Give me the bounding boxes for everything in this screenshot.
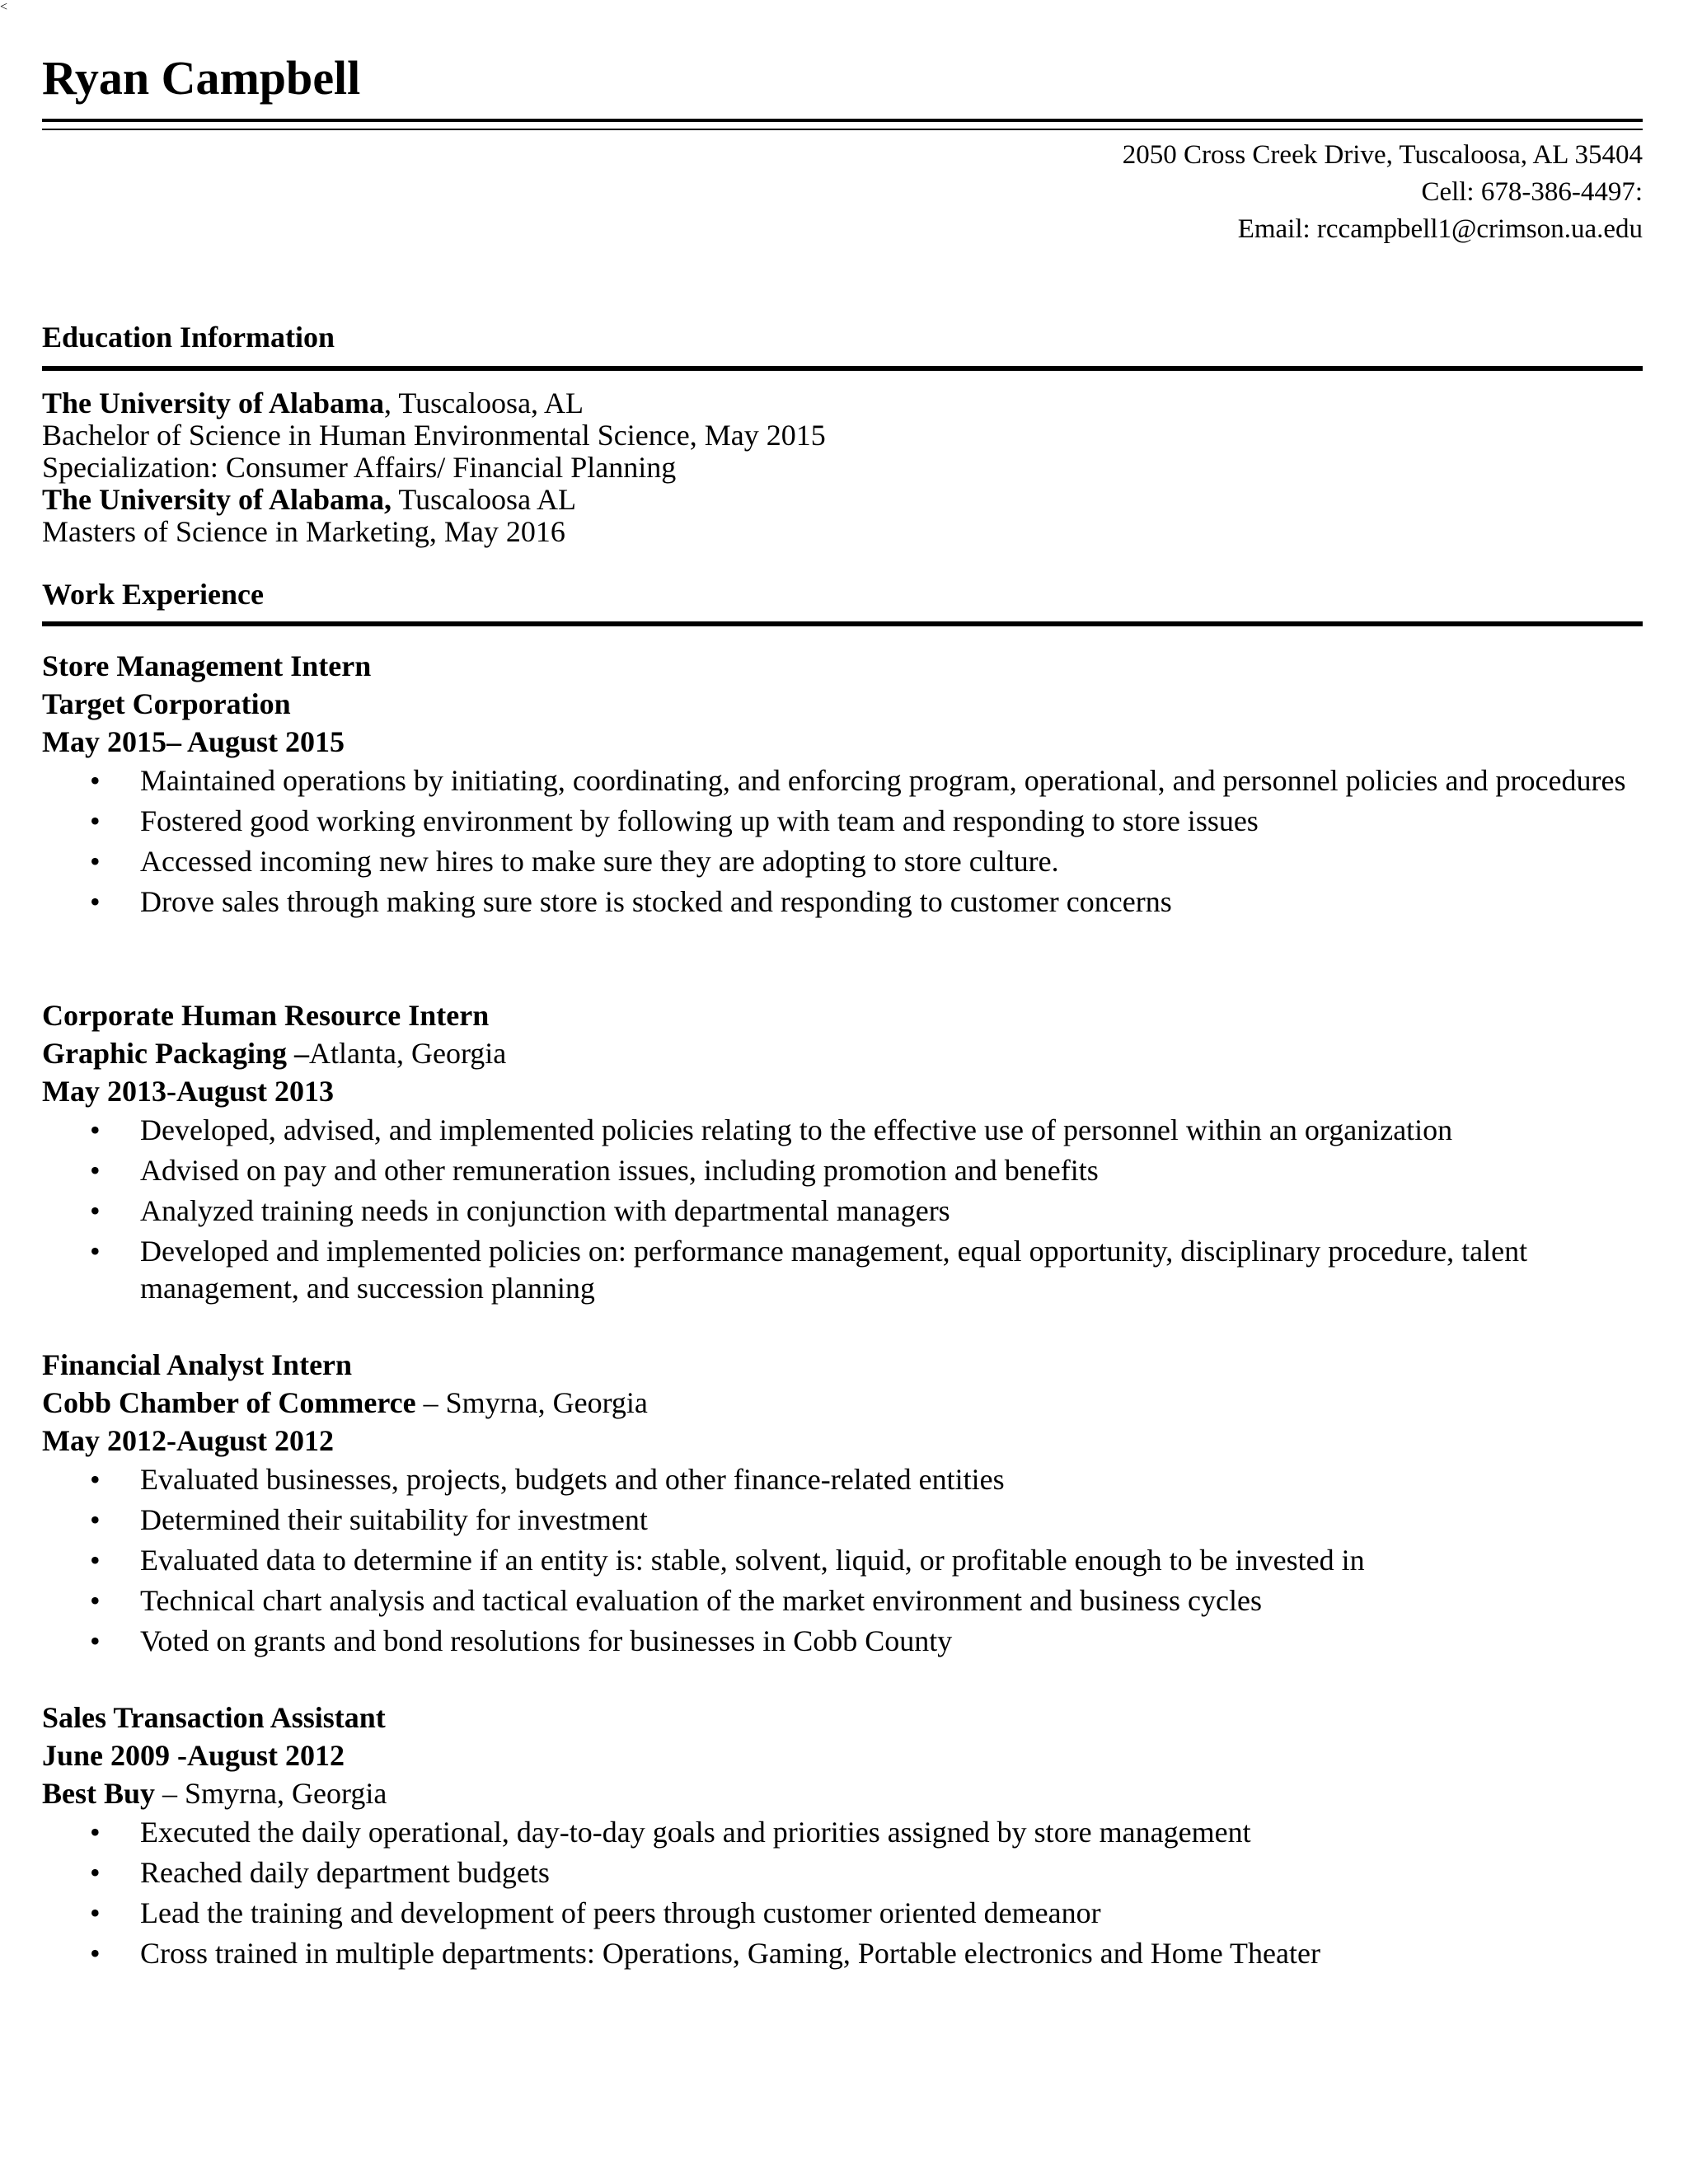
list-item (42, 1112, 1643, 1149)
job-company-line (42, 1384, 1643, 1422)
school-2 (42, 484, 826, 516)
job-entry (42, 1346, 1643, 1663)
bullet-icon: • (90, 1816, 101, 1849)
job-dates: June 2009 -August 2012 (42, 1739, 345, 1772)
list-item (42, 1582, 1643, 1619)
education-rule (42, 366, 1643, 371)
list-item (42, 1935, 1643, 1972)
list-item (42, 1193, 1643, 1230)
list-item (42, 1152, 1643, 1189)
bullet-text: Developed and implemented policies on: performance management, equal opportunity, disciplinary procedure, talent management, and succession planning (140, 1235, 1528, 1305)
resume-page: Ryan Campbell 2050 Cross Creek Drive, Tuscaloosa, AL 35404 Cell: 678-386-4497: Email: rccampbell1@crimson.ua.edu Education Information The University of Alabama, Tuscaloosa, AL Bachelor of Science in Human Environmental Science, May 2015 Specialization: Consumer Affairs/ Financial Planning The University of Alabama, Tuscaloosa AL Masters of Science in Marketing, May 2016 Work Experience Store Management Intern Target Corporation May 2015– August 2015 • Maintained operations by initiating, coordinating, and enforcing program, operational, and personnel policies and procedures • Fostered good working environment by following up with team and responding to store issues • Accessed incoming new hires to make sure they are adopting to store culture. • Drove sales through making sure store is stocked and responding to customer concerns Corporate Human Resource Intern Graphic Packaging –Atlanta, Georgia May 2013-August 2013 • Developed, advised, and implemented policies relating to the effective use of personnel within an organization • Advised on pay and other remuneration issues, including promotion and benefits • Analyzed training needs in conjunction with departmental managers • Developed and implemented policies on: performance management, equal opportunity, disciplinary procedure, talent management, and succession planning < Financial Analyst Intern Cobb Chamber of Commerce – Smyrna, Georgia May 2012-August 2012 • Evaluated businesses, projects, budgets and other finance-related entities • Determined their suitability for investment • Evaluated data to determine if an entity is: stable, solvent, liquid, or profitable enough to be invested in • Technical chart analysis and tactical evaluation of the market environment and business cycles • Voted on grants and bond resolutions for businesses in Cobb County Sales Transaction Assistant June 2009 -August 2012 Best Buy – Smyrna, Georgia • Executed the daily operational, day-to-day goals and priorities assigned by store management • Reached daily department budgets • Lead the training and development of peers through customer oriented demeanor • Cross trained in multiple departments: Operations, Gaming, Portable electronics and Home Theater (0, 0, 1688, 2184)
job-dates: May 2015– August 2015 (42, 725, 345, 758)
list-item (42, 762, 1643, 799)
degree-2: Masters of Science in Marketing, May 2016 (42, 515, 565, 548)
bullet-icon: • (90, 1113, 101, 1146)
job-dates: May 2013-August 2013 (42, 1075, 335, 1108)
job-title: Corporate Human Resource Intern (42, 999, 490, 1032)
bullet-icon: • (90, 1463, 101, 1496)
job-title: Financial Analyst Intern (42, 1348, 353, 1381)
bullet-icon: • (90, 1937, 101, 1970)
bullet-icon: • (90, 885, 101, 918)
list-item (42, 1854, 1643, 1891)
bullet-icon: • (90, 764, 101, 797)
bullet-text: Lead the training and development of peers through customer oriented demeanor (140, 1896, 1101, 1929)
job-title: Store Management Intern (42, 649, 372, 682)
bullet-text: Developed, advised, and implemented policies relating to the effective use of personnel within an organization (140, 1113, 1453, 1146)
bullet-icon: • (90, 1194, 101, 1227)
job-entry (42, 1699, 1643, 1975)
job-title: Sales Transaction Assistant (42, 1701, 386, 1734)
bullet-text: Maintained operations by initiating, coordinating, and enforcing program, operational, and personnel policies and procedures (140, 764, 1626, 797)
bullet-icon: • (90, 804, 101, 837)
job-company: Cobb Chamber of Commerce (42, 1386, 416, 1419)
bullet-icon: • (90, 1544, 101, 1577)
bullet-text: Accessed incoming new hires to make sure they are adopting to store culture. (140, 845, 1059, 878)
job-bullets (42, 762, 1643, 921)
bullet-icon: • (90, 1856, 101, 1889)
job-bullets (42, 1112, 1643, 1307)
bullet-icon: • (90, 1896, 101, 1929)
job-company: Target Corporation (42, 687, 291, 720)
job-location: – Smyrna, Georgia (155, 1777, 387, 1810)
education-heading: Education Information (42, 321, 335, 354)
list-item (42, 1233, 1643, 1307)
header-double-rule (42, 119, 1643, 130)
bullet-text: Analyzed training needs in conjunction with departmental managers (140, 1194, 950, 1227)
bullet-text: Evaluated businesses, projects, budgets and other finance-related entities (140, 1463, 1005, 1496)
list-item (42, 803, 1643, 840)
school-1-location: , Tuscaloosa, AL (384, 387, 584, 419)
list-item (42, 1542, 1643, 1579)
job-company-line (42, 1034, 1643, 1072)
degree-1: Bachelor of Science in Human Environmental Science, May 2015 (42, 419, 826, 452)
job-company-line (42, 1774, 1643, 1812)
bullet-text: Drove sales through making sure store is stocked and responding to customer concerns (140, 885, 1172, 918)
job-entry (42, 996, 1643, 1310)
bullet-text: Reached daily department budgets (140, 1856, 550, 1889)
school-1-name: The University of Alabama (42, 387, 385, 419)
list-item (42, 1814, 1643, 1851)
bullet-text: Cross trained in multiple departments: Operations, Gaming, Portable electronics and Home Theater (140, 1937, 1320, 1970)
job-dates: May 2012-August 2012 (42, 1424, 335, 1457)
bullet-icon: • (90, 1584, 101, 1617)
bullet-text: Determined their suitability for investment (140, 1503, 648, 1536)
bullet-text: Fostered good working environment by following up with team and responding to store issues (140, 804, 1259, 837)
address-line: 2050 Cross Creek Drive, Tuscaloosa, AL 35404 (1122, 140, 1643, 170)
job-company: Best Buy (42, 1777, 156, 1810)
bullet-text: Executed the daily operational, day-to-day goals and priorities assigned by store management (140, 1816, 1251, 1849)
school-2-name: The University of Alabama, (42, 483, 392, 516)
list-item (42, 843, 1643, 880)
work-heading: Work Experience (42, 578, 264, 611)
school-1 (42, 387, 826, 419)
bullet-text: Advised on pay and other remuneration issues, including promotion and benefits (140, 1154, 1099, 1187)
list-item (42, 1502, 1643, 1539)
job-bullets (42, 1814, 1643, 1972)
candidate-name: Ryan Campbell (42, 51, 361, 105)
job-location: Atlanta, Georgia (309, 1037, 507, 1070)
list-item (42, 1623, 1643, 1660)
contact-block (1123, 137, 1643, 248)
cell-line: Cell: 678-386-4497: (1421, 177, 1643, 207)
education-block (42, 387, 826, 548)
list-item (42, 1461, 1643, 1498)
bullet-icon: • (90, 1624, 101, 1657)
school-2-location: Tuscaloosa AL (392, 483, 577, 516)
bullet-text: Evaluated data to determine if an entity is: stable, solvent, liquid, or profitable enough to be invested in (140, 1544, 1365, 1577)
job-bullets (42, 1461, 1643, 1660)
bullet-icon: • (90, 1503, 101, 1536)
bullet-icon: • (90, 845, 101, 878)
bullet-text: Technical chart analysis and tactical evaluation of the market environment and business cycles (140, 1584, 1262, 1617)
bullet-text: Voted on grants and bond resolutions for businesses in Cobb County (140, 1624, 953, 1657)
bullet-icon: • (90, 1235, 101, 1268)
work-rule (42, 621, 1643, 626)
job-entry (42, 647, 1643, 924)
list-item (42, 883, 1643, 921)
job-company: Graphic Packaging – (42, 1037, 310, 1070)
specialization: Specialization: Consumer Affairs/ Financial Planning (42, 451, 677, 484)
bullet-icon: • (90, 1154, 101, 1187)
job-location: – Smyrna, Georgia (415, 1386, 648, 1419)
list-item (42, 1895, 1643, 1932)
email-line: Email: rccampbell1@crimson.ua.edu (1237, 214, 1643, 244)
